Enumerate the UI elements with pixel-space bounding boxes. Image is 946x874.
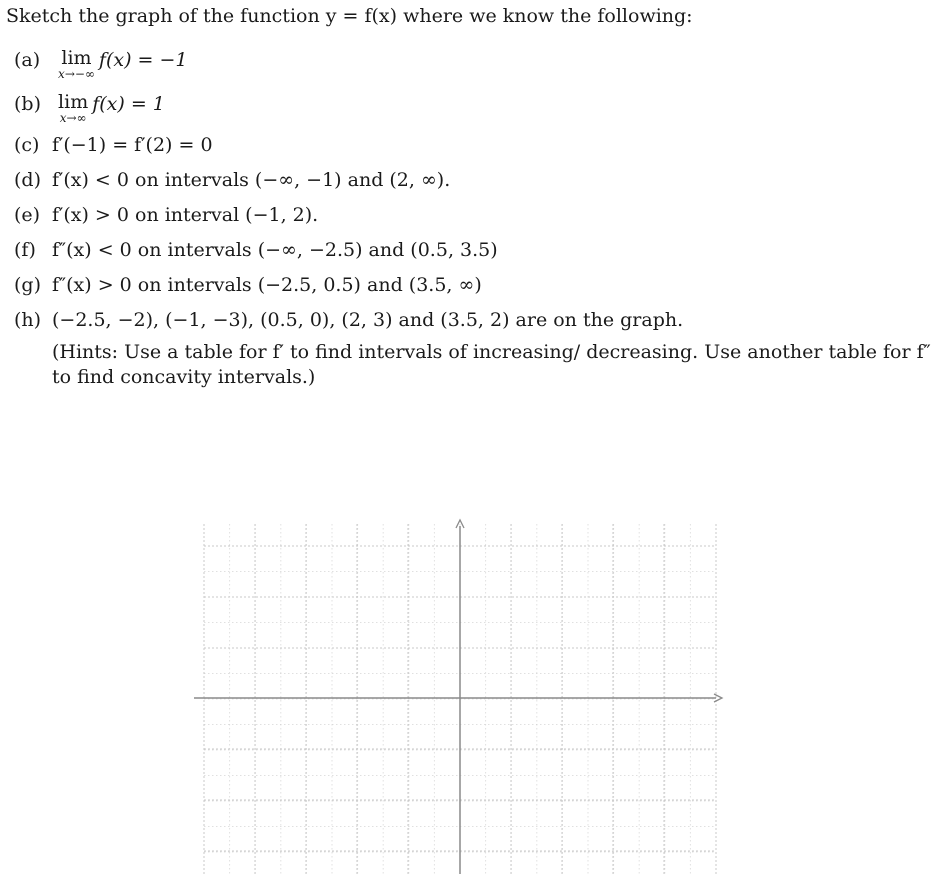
lim-word: lim — [58, 91, 89, 113]
item-text: f″(x) > 0 on intervals (−2.5, 0.5) and (3.5, ∞) — [52, 274, 482, 296]
item-label: (e) — [14, 204, 41, 226]
item-label: (g) — [14, 274, 41, 296]
lim-subscript: x→−∞ — [58, 67, 95, 81]
lim-subscript: x→∞ — [59, 111, 87, 125]
item-text: f′(x) > 0 on interval (−1, 2). — [52, 204, 319, 226]
item-text: (−2.5, −2), (−1, −3), (0.5, 0), (2, 3) and (3.5, 2) are on the graph. — [52, 309, 684, 331]
item-text: f′(x) < 0 on intervals (−∞, −1) and (2, ∞). — [52, 169, 451, 191]
item-text: f′(−1) = f′(2) = 0 — [52, 134, 213, 156]
item-label: (b) — [14, 93, 41, 115]
item-label: (h) — [14, 309, 42, 331]
item-label: (d) — [14, 169, 41, 191]
hint-line-1: (Hints: Use a table for f′ to find intervals of increasing/ decreasing. Use another table for f″ — [52, 341, 931, 363]
lim-word: lim — [61, 47, 92, 69]
item-text: f″(x) < 0 on intervals (−∞, −2.5) and (0.5, 3.5) — [52, 239, 498, 261]
intro-text: Sketch the graph of the function y = f(x) where we know the following: — [6, 5, 693, 27]
item-expression: f(x) = −1 — [98, 49, 188, 71]
item-label: (c) — [14, 134, 40, 156]
hint-line-2: to find concavity intervals.) — [52, 366, 316, 388]
item-expression: f(x) = 1 — [92, 93, 165, 115]
item-label: (f) — [14, 239, 36, 261]
item-label: (a) — [14, 49, 41, 71]
